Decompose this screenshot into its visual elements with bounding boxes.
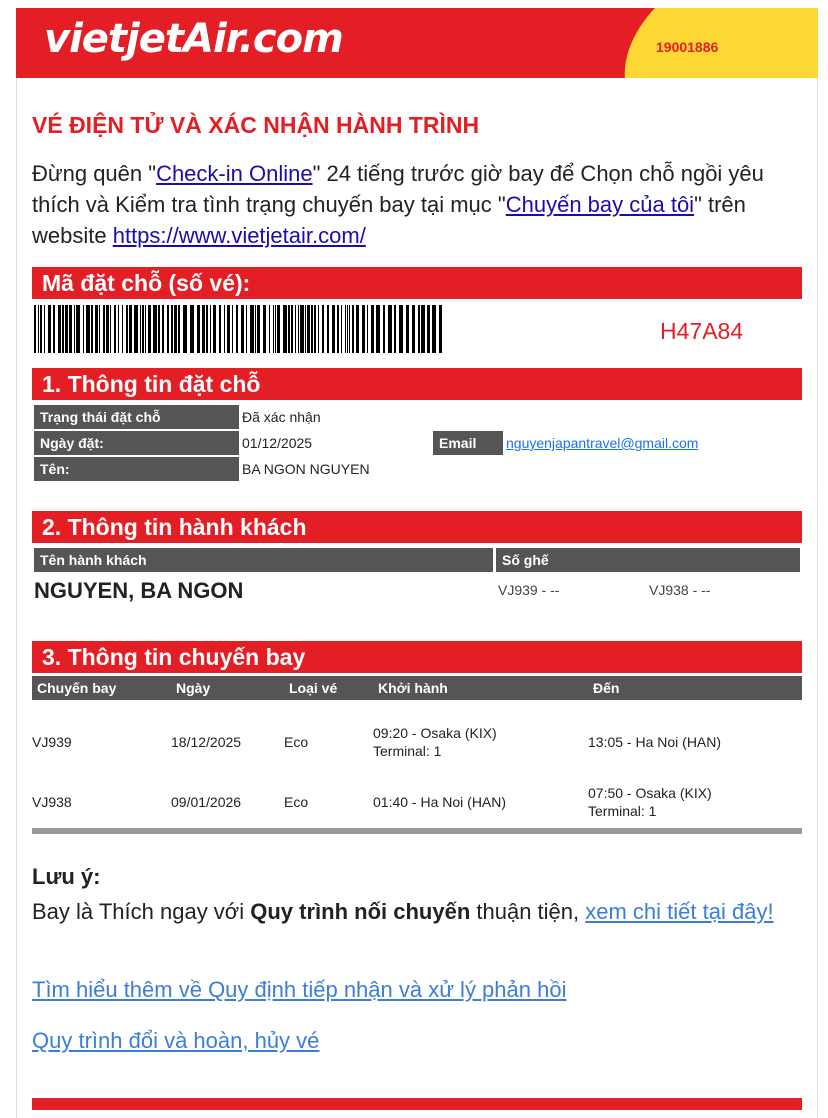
- seat-value-2: VJ938 - --: [649, 582, 711, 598]
- vietjet-logo[interactable]: vietjetAir.com: [44, 16, 343, 62]
- row1-date: 18/12/2025: [171, 734, 242, 750]
- col-fare: Loại vé: [289, 680, 338, 696]
- name-value: BA NGON NGUYEN: [242, 461, 370, 477]
- table-divider: [32, 828, 802, 834]
- row2-date: 09/01/2026: [171, 794, 242, 810]
- booking-code-value: H47A84: [660, 318, 744, 344]
- note-text-2: thuận tiện,: [470, 899, 586, 924]
- status-value: Đã xác nhận: [242, 409, 321, 425]
- feedback-policy-link-wrap: [32, 977, 566, 1003]
- row1-flight: VJ939: [32, 734, 72, 750]
- transfer-details-link[interactable]: xem chi tiết tại đây!: [585, 899, 774, 924]
- passenger-name-column: Tên hành khách: [34, 548, 493, 572]
- booking-barcode: [34, 305, 444, 353]
- row2-flight: VJ938: [32, 794, 72, 810]
- email-value-link[interactable]: nguyenjapantravel@gmail.com: [506, 435, 699, 451]
- refund-policy-link-wrap: [32, 1028, 319, 1054]
- intro-text-3: " trên website: [32, 192, 746, 248]
- email-label: Email: [433, 431, 503, 455]
- booking-date-value: 01/12/2025: [242, 435, 313, 451]
- my-flight-link[interactable]: Chuyến bay của tôi: [505, 192, 695, 217]
- row2-fare: Eco: [284, 794, 309, 810]
- next-section-header: [32, 1098, 802, 1110]
- vietjet-header: [16, 8, 818, 78]
- section-passenger-header: 2. Thông tin hành khách: [32, 511, 802, 543]
- feedback-policy-link[interactable]: Tìm hiểu thêm về Quy định tiếp nhận và xử lý phản hồi: [32, 977, 567, 1002]
- col-departure: Khởi hành: [378, 680, 448, 696]
- col-arrival: Đến: [593, 680, 620, 696]
- checkin-online-link[interactable]: Check-in Online: [156, 161, 313, 186]
- intro-text-2: " 24 tiếng trước giờ bay để Chọn chỗ ngồi yêu thích và Kiểm tra tình trạng chuyến bay tại mục ": [32, 161, 764, 217]
- website-link[interactable]: https://www.vietjetair.com/: [112, 223, 366, 248]
- row2-departure: 01:40 - Ha Noi (HAN): [373, 794, 507, 810]
- intro-paragraph: [32, 158, 812, 251]
- col-date: Ngày: [176, 680, 211, 696]
- refund-policy-link[interactable]: Quy trình đổi và hoàn, hủy vé: [32, 1028, 320, 1053]
- seat-column: Số ghế: [496, 548, 800, 572]
- hotline-number[interactable]: 19001886: [656, 39, 719, 55]
- row1-fare: Eco: [284, 734, 309, 750]
- row1-arrival: 13:05 - Ha Noi (HAN): [588, 734, 722, 750]
- name-label: Tên:: [34, 457, 239, 481]
- row2-arrival-terminal: Terminal: 1: [588, 803, 657, 819]
- status-label: Trạng thái đặt chỗ: [34, 405, 239, 429]
- row1-departure: 09:20 - Osaka (KIX): [373, 725, 497, 741]
- booking-code-header: Mã đặt chỗ (số vé):: [32, 267, 802, 299]
- note-text: [32, 896, 812, 927]
- note-heading: Lưu ý:: [32, 864, 101, 889]
- section-flight-header: 3. Thông tin chuyến bay: [32, 641, 802, 673]
- row1-departure-terminal: Terminal: 1: [373, 743, 442, 759]
- booking-date-label: Ngày đặt:: [34, 431, 239, 455]
- section-booking-info-header: 1. Thông tin đặt chỗ: [32, 368, 802, 400]
- intro-text-1: Đừng quên ": [32, 161, 157, 186]
- row2-arrival: 07:50 - Osaka (KIX): [588, 785, 712, 801]
- col-flight: Chuyến bay: [37, 680, 117, 696]
- note-text-1: Bay là Thích ngay với: [32, 899, 251, 924]
- seat-value-1: VJ939 - --: [498, 582, 560, 598]
- page-title: VÉ ĐIỆN TỬ VÀ XÁC NHẬN HÀNH TRÌNH: [32, 112, 480, 138]
- passenger-name: NGUYEN, BA NGON: [34, 578, 244, 603]
- note-bold: Quy trình nối chuyến: [250, 899, 471, 924]
